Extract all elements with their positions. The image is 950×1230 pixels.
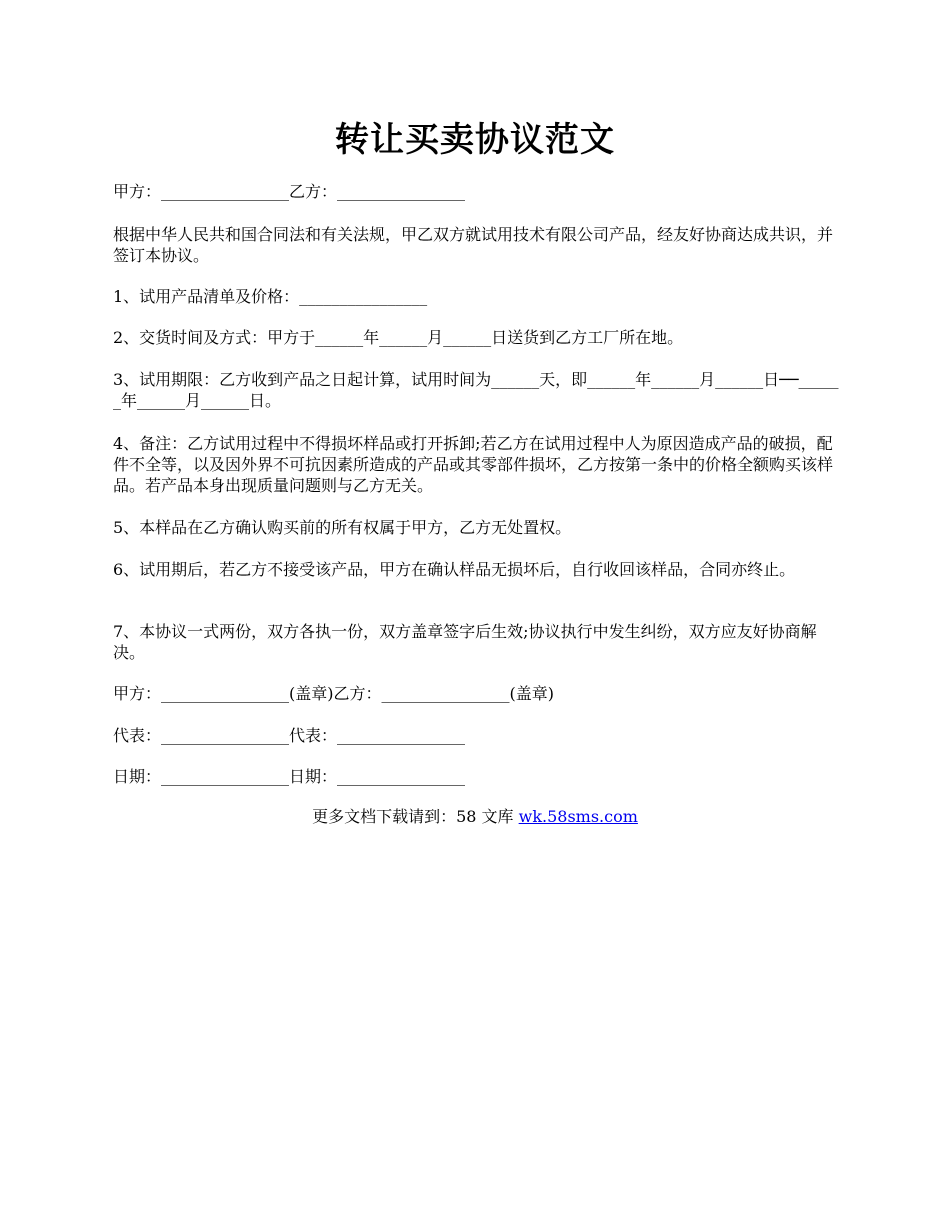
party-line: 甲方：________________乙方：________________ bbox=[113, 182, 466, 201]
footer-link[interactable]: wk.58sms.com bbox=[518, 807, 638, 826]
clause-2: 2、交货时间及方式：甲方于______年______月______日送货到乙方工厂所在地。 bbox=[113, 328, 684, 347]
intro-paragraph: 根据中华人民共和国合同法和有关法规，甲乙双方就试用技术有限公司产品，经友好协商达成共识，并签订本协议。 bbox=[113, 225, 834, 265]
footer-prefix: 更多文档下载请到：58 文库 bbox=[312, 807, 519, 826]
clause-3: 3、试用期限：乙方收到产品之日起计算，试用时间为______天，即______年______月______日──______年______月______日。 bbox=[113, 370, 839, 410]
footer bbox=[0, 806, 950, 827]
clause-6: 6、试用期后，若乙方不接受该产品，甲方在确认样品无损坏后，自行收回该样品，合同亦终止。 bbox=[113, 560, 796, 579]
document-title: 转让买卖协议范文 bbox=[335, 120, 615, 160]
clause-5: 5、本样品在乙方确认购买前的所有权属于甲方，乙方无处置权。 bbox=[113, 518, 572, 537]
seal-line: 甲方：________________(盖章)乙方：________________(盖章) bbox=[113, 684, 554, 703]
clause-7: 7、本协议一式两份，双方各执一份，双方盖章签字后生效;协议执行中发生纠纷，双方应友好协商解决。 bbox=[113, 622, 817, 662]
clause-4: 4、备注：乙方试用过程中不得损坏样品或打开拆卸;若乙方在试用过程中人为原因造成产品的破损，配件不全等，以及因外界不可抗因素所造成的产品或其零部件损坏，乙方按第一条中的价格全额购买该样品。若产品本身出现质量问题则与乙方无关。 bbox=[113, 434, 834, 495]
date-line: 日期：________________日期：________________ bbox=[113, 767, 466, 786]
representative-line: 代表：________________代表：________________ bbox=[113, 726, 466, 745]
clause-1: 1、试用产品清单及价格：________________ bbox=[113, 287, 428, 306]
